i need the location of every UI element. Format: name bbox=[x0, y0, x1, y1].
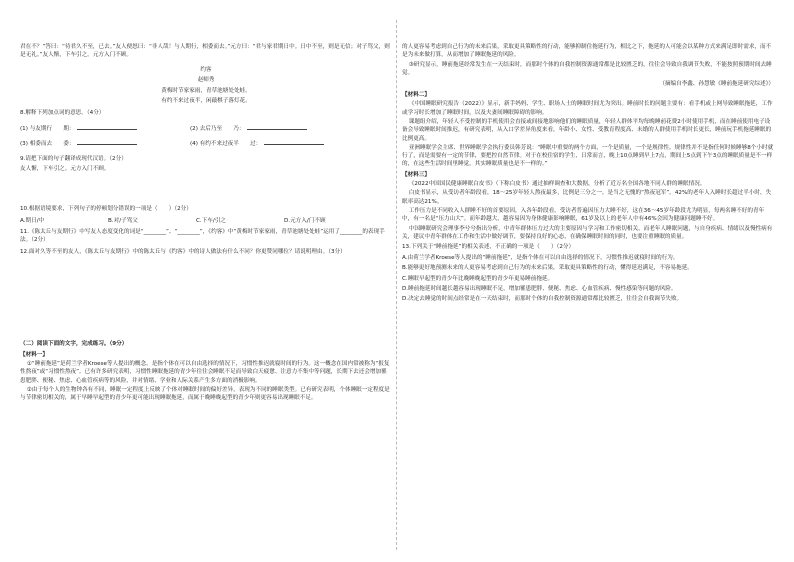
answer-line[interactable] bbox=[77, 124, 137, 130]
q8-item-2-label: (2) 去后乃至 乃： bbox=[190, 125, 245, 132]
q13-option-d[interactable]: D.睡前拖延时间越长越容易出现睡眠不足，增加罹患肥胖、便秘、焦虑、心血管疾病、慢性感染等问题的风险。 bbox=[402, 285, 677, 292]
question-9: 9.请把下面的句子翻译成现代汉语。（2分） bbox=[20, 155, 127, 162]
material-2-label: 【材料二】 bbox=[402, 91, 430, 98]
q8-item-4 bbox=[190, 139, 324, 148]
question-10: 10.根据语境要求，下列句子的停顿划分错误的一项是（ ）（2分） bbox=[20, 206, 192, 213]
q8-item-2 bbox=[190, 124, 307, 133]
material-2-para-3: 亚洲睡眠学会主席、世界睡眠学会执行委员韩芳说：“睡眠中重要的两个方面，一个是质量，一个是规律性。规律性并不是指任何时候睡够8个小时就行了，而是需要有一定的节律，要把控自然节律。对于在校住宿的学生，日常而言，晚上10点睡到早上7点，期间上5点到下午3点的睡眠质量是不一样的，在这些生活时间里睡觉，其实睡眠质量也是不一样的。” bbox=[402, 144, 774, 168]
column-divider bbox=[396, 20, 397, 550]
material-1-para-2: ②由于每个人的生物钟各有不同，睡眠一定程度上反映了个体对睡眠时间的偏好差异，表现为不同的睡眠类型。已有研究表明，个体睡眠一定程度是与节律密切相关的，属于早睡早起型的青少年更可能出现睡眠拖延，而属于晚睡晚起型的青少年则更容易出现睡眠不足。 bbox=[20, 387, 390, 402]
question-9-text: 友人惭，下车引之。元方入门不顾。 bbox=[20, 165, 110, 172]
answer-line[interactable] bbox=[77, 139, 137, 145]
section-2-title: （二）阅读下面的文字，完成练习。（9分） bbox=[20, 341, 128, 348]
material-1-continued: 的人更容易考虑到自己行为的未来后果，采取更具策略性的行动，能够抑制住拖延行为，相比之下，拖延的人可能会以某种方式来满足即时需求，而不是为未来做打算，从而增加了睡眠拖延的风险。 bbox=[402, 44, 772, 59]
q8-item-4-label: (4) 有约不来过夜半 过： bbox=[190, 141, 262, 148]
material-1-para-1: ①“睡前拖延”是荷兰学者Kroese等人提出的概念，是指个体在可以自由选择的情况下，习惯性推迟就寝时间的行为。这一概念在国内常被称为“报复性熬夜”或“习惯性熬夜”。已有许多研究表明，习惯性睡眠拖延的青少年往往会睡眠不足而导致白天疲惫、注意力不集中等问题，长期下去还会增加罹患肥胖、便秘、焦虑、心血管疾病等的风险，并对情绪、学业和人际关系产生多方面的消极影响。 bbox=[20, 361, 390, 384]
material-1-label: 【材料一】 bbox=[20, 351, 48, 358]
q8-item-3-label: (3) 相委而去 委： bbox=[20, 141, 75, 148]
q13-option-b[interactable]: B.能够更好地预测未来的人更容易考虑到自己行为的未来后果，采取更具策略性的行动，懂得延迟满足，不容易拖延。 bbox=[402, 265, 693, 272]
question-8: 8.解释下列加点词的意思。（4分） bbox=[20, 110, 105, 117]
material-3-para-1: 《2022中国国民健康睡眠白皮书》（下称白皮书）通过抽样调查和大数据，分析了近万名全国各地不同人群的睡眠情况。 bbox=[408, 181, 706, 188]
answer-line[interactable] bbox=[247, 124, 307, 130]
q8-item-1-label: (1) 与友期行 期： bbox=[20, 125, 75, 132]
option-a[interactable]: A.期日/中 bbox=[20, 217, 45, 224]
q13-option-d-2[interactable]: D.决定去睡觉的时间点经常是在一天结束时，而那时个体的自我控制资源通常都比较匮乏，往往会自我调节失败。 bbox=[402, 296, 683, 303]
q8-item-1 bbox=[20, 124, 190, 133]
option-d[interactable]: D.元方入/门不顾 bbox=[284, 217, 326, 224]
q13-option-a[interactable]: A.由荷兰学者Kroese等人提出的“睡前拖延”，是指个体在可以自由选择的情况下，习惯性推迟就寝时间的行为。 bbox=[402, 254, 679, 261]
right-column bbox=[402, 0, 774, 562]
q8-row-2 bbox=[20, 139, 392, 148]
question-10-options bbox=[20, 217, 392, 225]
option-b[interactable]: B.对/子骂父 bbox=[108, 217, 138, 224]
q8-row-1 bbox=[20, 124, 392, 133]
left-column bbox=[20, 0, 392, 562]
story-excerpt: 君在不？”答曰：“待君久不至，已去。”友人便怒曰：“非人哉！与人期行，相委而去。”元方曰：“君与家君期日中。日中不至，则是无信；对子骂父，则是无礼。”友人惭，下车引之。元方入门不顾。 bbox=[20, 44, 390, 59]
material-1-para-3: ③研究显示，睡前拖延经常发生在一天结束时，而那时个体的自我控制资源通常都是比较匮乏的，往往会导致自我调节失败，不能按照预期时间去睡觉。 bbox=[402, 61, 772, 76]
question-12: 12.面对久等不至的友人，《陈太丘与友期行》中的陈太丘与《约客》中的诗人做法有什么不同？你更赞同哪位？请说明理由。（3分） bbox=[20, 248, 346, 255]
material-3-label: 【材料三】 bbox=[402, 171, 430, 178]
poem-line-1: 黄梅时节家家雨，青草池塘处处蛙。 bbox=[161, 87, 251, 94]
material-2-para-2: 课题组介绍，年轻人不受控制的手机使用会直接或间接地影响他们的睡眠质量，年轻人群体平均每晚睡前花费2小时使用手机，而在睡前使用电子设备会导致睡眠时间推迟，有研究表明，从入口学差异角度来看，年龄小、女性、受教育程度高、未婚的人群使用手机时长更长，睡前玩手机拖延睡眠的比例更高。 bbox=[402, 118, 772, 142]
option-c[interactable]: C.下车/引之 bbox=[196, 217, 226, 224]
q8-item-3 bbox=[20, 139, 190, 148]
material-3-para-4: 中国睡眠研究会理事李兮兮指出分析，中青年群体压力过大的主要原因与学习和工作密切相关，而老年人睡眠问题，与自身疾病、情绪以及慢性病有关，建议中青年群体在工作和生活中做好调节，要保持良好的心态，在确保睡眠时间的同时，也要注重睡眠的质量。 bbox=[402, 225, 773, 240]
q13-option-c[interactable]: C.睡眠早起型的青少年比晚睡晚起型的青少年更易睡前拖延。 bbox=[402, 275, 554, 282]
question-11: 11.《陈太丘与友期行》中写友人态度变化的词是“________”、“________”，《约客》中“黄梅时节家家雨，青草池塘处处蛙”运用了________的表现手法。（2分） bbox=[20, 229, 385, 244]
material-1-source: （摘编自李鑫、孙慧敏《睡前拖延研究综述》） bbox=[659, 81, 774, 88]
poem-author: 赵师秀 bbox=[197, 77, 215, 84]
question-13: 13.下列关于“睡前拖延”的相关表述，不正确的一项是（ ）（2分） bbox=[402, 244, 575, 251]
material-2-para-1: 《中国睡眠研究报告（2022）》显示，新手妈妈、学生、职场人士的睡眠时间尤为突出。睡前时长的问题主要有：看手机或上网导致睡眠拖延，工作或学习时长增加了睡眠时间，以及夫妻间睡眠障碍的影响。 bbox=[402, 101, 773, 116]
material-3-para-3: 工作压力是不同收入人群睡不好的首要原因，入各年龄段看，受访者普遍因压力大睡不好，这在36～45岁年龄段尤为明显，每两名睡不好的青年中，有一名是“压力山大”。而年龄越大，越容易因为身体健康影响睡眠，61岁及以上的老年人中有46%会因为健康问题睡不好。 bbox=[402, 208, 765, 223]
poem-line-2: 有约不来过夜半，闲敲棋子落灯花。 bbox=[161, 97, 251, 104]
material-3-para-2: 白皮书显示，从受访者年龄段看，18～25岁年轻人熬夜最多，比例是三分之一，是当之无愧的“熬夜冠军”。42%的老年人入睡时长超过半小时，失眠率高达21%。 bbox=[402, 190, 772, 205]
poem-title: 约客 bbox=[200, 66, 212, 73]
answer-line[interactable] bbox=[264, 139, 324, 145]
